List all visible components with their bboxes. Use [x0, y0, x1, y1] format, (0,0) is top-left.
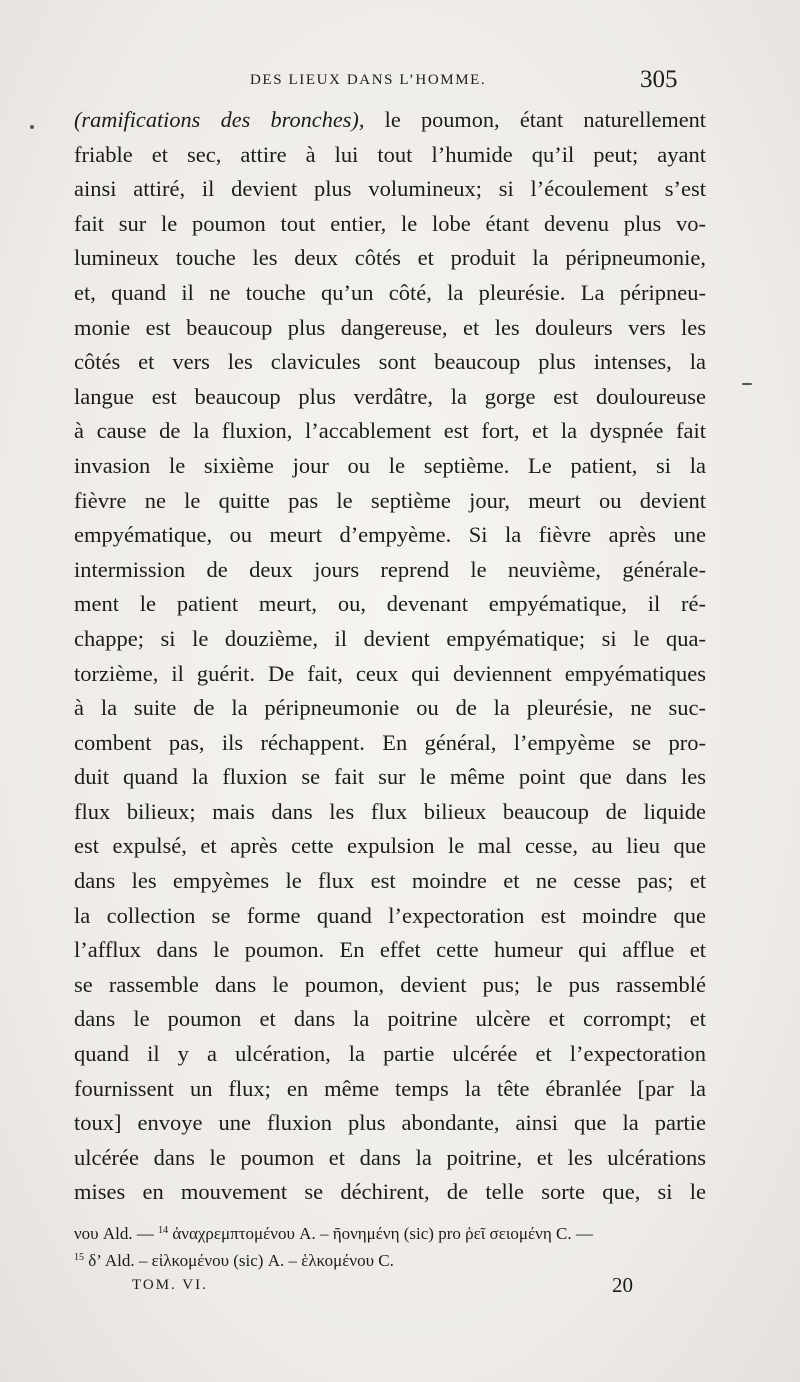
footnotes	[74, 1217, 706, 1271]
text-line: friable et sec, attire à lui tout l’humide qu’il peut; ayant	[74, 141, 706, 167]
footnote-line	[74, 1217, 706, 1244]
text-line: quand il y a ulcération, la partie ulcérée et l’expectoration	[74, 1041, 706, 1067]
text-line: combent pas, ils réchappent. En général, l’empyème se pro-	[74, 729, 706, 755]
footnote-text: δ’ Ald. – εἰλκομένου (sic) A. – ἑλκομένου C.	[84, 1251, 394, 1270]
page-number: 305	[640, 66, 678, 93]
text-line: empyématique, ou meurt d’empyème. Si la fièvre après une	[74, 522, 706, 548]
text-line: dans les empyèmes le flux est moindre et ne cesse pas; et	[74, 868, 706, 894]
footnote-text: ἀναχρεμπτομένου A. – ῆονημένη (sic) pro ῥεῖ σειομένη C. —	[168, 1224, 593, 1243]
text-line: intermission de deux jours reprend le neuvième, générale-	[74, 556, 706, 582]
text-line: fait sur le poumon tout entier, le lobe étant devenu plus vo-	[74, 210, 706, 236]
text-line: chappe; si le douzième, il devient empyématique; si le qua-	[74, 625, 706, 651]
text-line: se rassemble dans le poumon, devient pus; le pus rassemblé	[74, 971, 706, 997]
footnote-line	[74, 1244, 706, 1271]
text-line: ment le patient meurt, ou, devenant empyématique, il ré-	[74, 591, 706, 617]
page-header	[0, 66, 800, 100]
print-speck	[30, 125, 34, 129]
gathering-number: 20	[612, 1273, 633, 1297]
text-line: et, quand il ne touche qu’un côté, la pleurésie. La péripneu-	[74, 279, 706, 305]
text-line: invasion le sixième jour ou le septième. Le patient, si la	[74, 452, 706, 478]
italic-phrase: (ramifications des bronches),	[74, 107, 365, 132]
text-line: dans le poumon et dans la poitrine ulcère et corrompt; et	[74, 1006, 706, 1032]
text-line: lumineux touche les deux côtés et produit la péripneumonie,	[74, 245, 706, 271]
text-line: la collection se forme quand l’expectoration est moindre que	[74, 902, 706, 928]
text-line: l’afflux dans le poumon. En effet cette humeur qui afflue et	[74, 937, 706, 963]
footnote-marker: 14	[158, 1225, 169, 1236]
text-line: à cause de la fluxion, l’accablement est fort, et la dyspnée fait	[74, 418, 706, 444]
footnote-text: νου Ald. —	[74, 1224, 159, 1243]
body-text	[74, 103, 706, 1210]
text-line: flux bilieux; mais dans les flux bilieux beaucoup de liquide	[74, 798, 706, 824]
page-footer	[0, 1273, 800, 1303]
text-line-1	[74, 103, 706, 138]
text-line: mises en mouvement se déchirent, de telle sorte que, si le	[74, 1179, 706, 1205]
text-line: côtés et vers les clavicules sont beaucoup plus intenses, la	[74, 349, 706, 375]
text-line: est expulsé, et après cette expulsion le mal cesse, au lieu que	[74, 833, 706, 859]
text-line: monie est beaucoup plus dangereuse, et les douleurs vers les	[74, 314, 706, 340]
text-line: langue est beaucoup plus verdâtre, la gorge est douloureuse	[74, 383, 706, 409]
text-line: duit quand la fluxion se fait sur le même point que dans les	[74, 764, 706, 790]
text-line: torzième, il guérit. De fait, ceux qui deviennent empyématiques	[74, 660, 706, 686]
text-line: ulcérée dans le poumon et dans la poitrine, et les ulcérations	[74, 1144, 706, 1170]
text-line: toux] envoye une fluxion plus abondante, ainsi que la partie	[74, 1110, 706, 1136]
text-line: fournissent un flux; en même temps la tête ébranlée [par la	[74, 1075, 706, 1101]
text-line: ainsi attiré, il devient plus volumineux; si l’écoulement s’est	[74, 176, 706, 202]
footnote-marker: 15	[74, 1252, 84, 1263]
text-line-1-rest: le poumon, étant naturellement	[364, 107, 706, 132]
text-line: à la suite de la péripneumonie ou de la pleurésie, ne suc-	[74, 695, 706, 721]
running-title: DES LIEUX DANS L’HOMME.	[250, 72, 487, 88]
text-line: fièvre ne le quitte pas le septième jour, meurt ou devient	[74, 487, 706, 513]
volume-signature: TOM. VI.	[132, 1277, 208, 1293]
print-speck	[742, 383, 752, 385]
